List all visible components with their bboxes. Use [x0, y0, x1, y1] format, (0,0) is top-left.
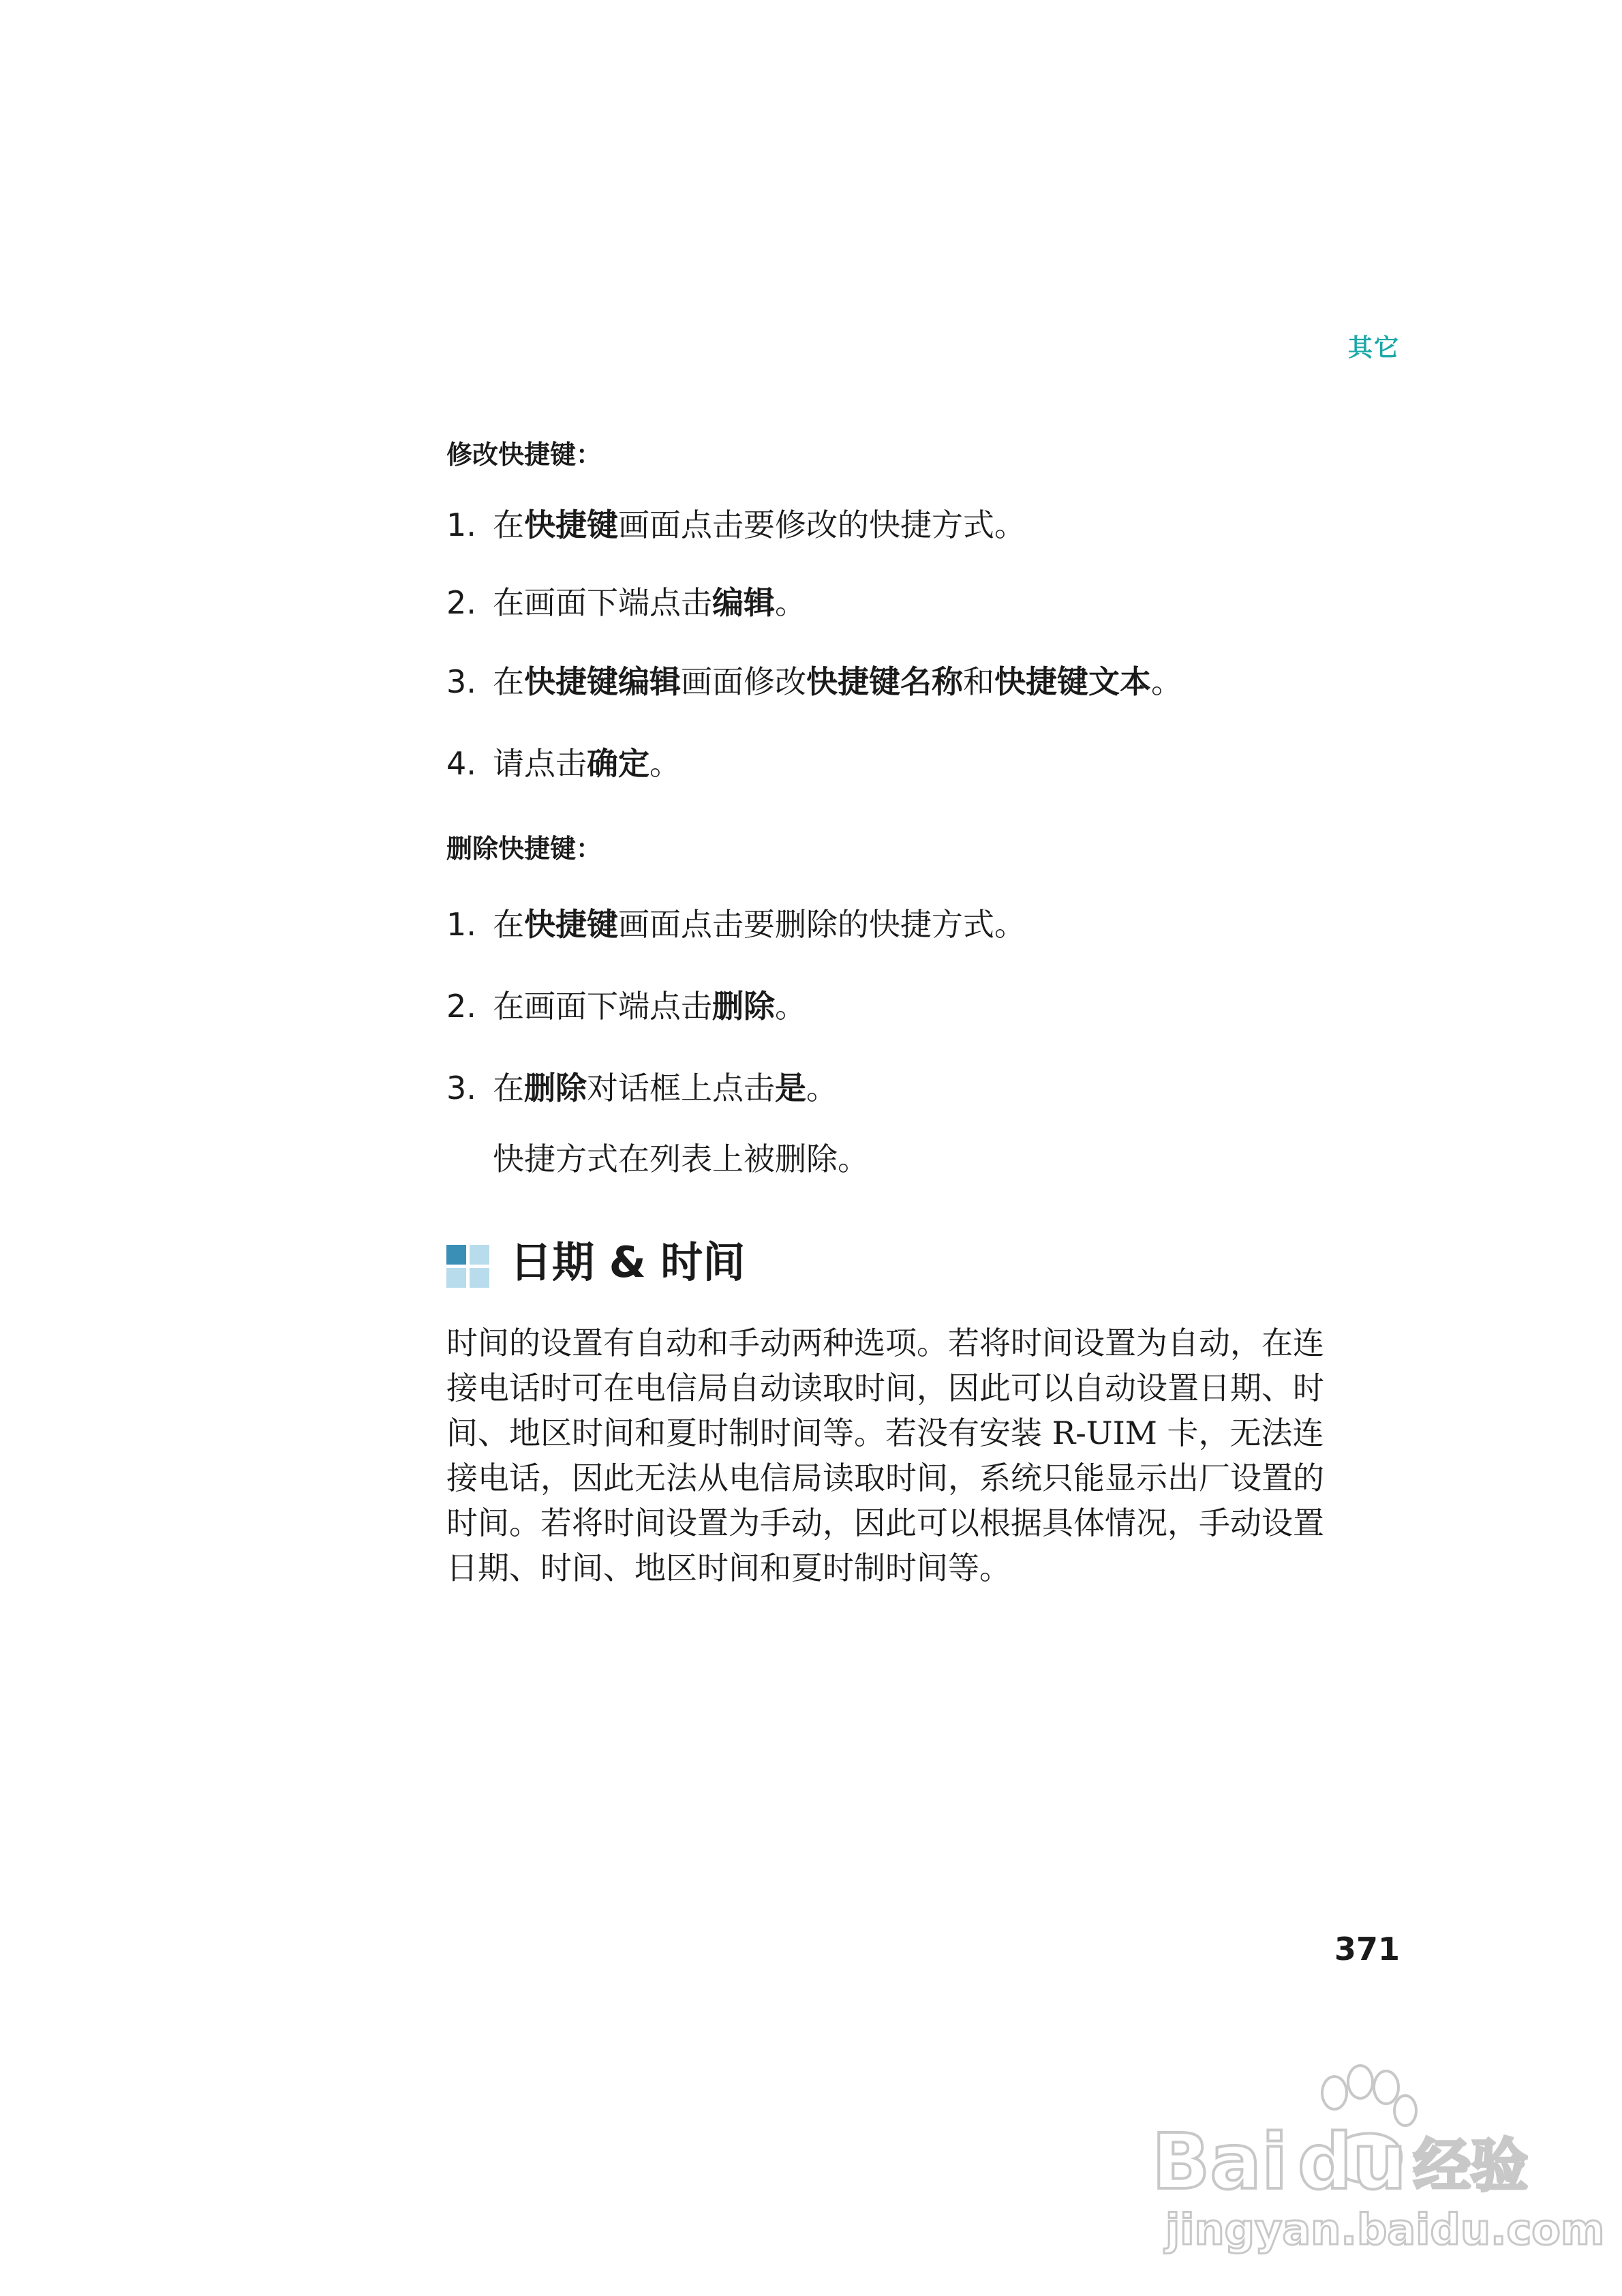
delete-shortcut-heading: 删除快捷键：: [446, 834, 602, 864]
svg-text:jingyan.baidu.com: jingyan.baidu.com: [1165, 2205, 1605, 2254]
date-time-paragraph: 时间的设置有自动和手动两种选项。若将时间设置为自动，在连 接电话时可在电信局自动读取时间，因此可以自动设置日期、时 间、地区时间和夏时制时间等。若没有安装 R-UIM 卡，无法连 接电话，因此无法从电信局读取时间，系统只能显示出厂设置的 时间。若将时间设置为手动，因此可以根据具体情况，手动设置 日期、时间、地区时间和夏时制时间等。: [446, 1325, 1324, 1586]
delete-step-2: 2. 在画面下端点击删除。: [446, 988, 806, 1025]
modify-step-4: 4. 请点击确定。: [446, 745, 681, 782]
svg-text:du: du: [1298, 2118, 1407, 2207]
paw-logo-icon: [1152, 2052, 1605, 2256]
delete-step-1: 1. 在快捷键画面点击要删除的快捷方式。: [446, 906, 1026, 943]
svg-text:Bai: Bai: [1152, 2118, 1288, 2207]
section-title-date-time: 日期 & 时间: [510, 1237, 746, 1287]
modify-shortcut-heading: 修改快捷键：: [446, 440, 602, 470]
modify-step-1: 1. 在快捷键画面点击要修改的快捷方式。: [446, 507, 1026, 543]
running-header-section: 其它: [1347, 334, 1400, 362]
delete-result-note: 快捷方式在列表上被删除。: [493, 1141, 869, 1177]
delete-step-3: 3. 在删除对话框上点击是。: [446, 1070, 838, 1106]
section-square-icon: [446, 1245, 490, 1288]
page-number: 371: [1334, 1931, 1400, 1967]
svg-text:经验: 经验: [1413, 2132, 1529, 2199]
baidu-jingyan-watermark: [1152, 2052, 1605, 2256]
modify-step-3: 3. 在快捷键编辑画面修改快捷键名称和快捷键文本。: [446, 663, 1182, 700]
modify-step-2: 2. 在画面下端点击编辑。: [446, 584, 806, 621]
